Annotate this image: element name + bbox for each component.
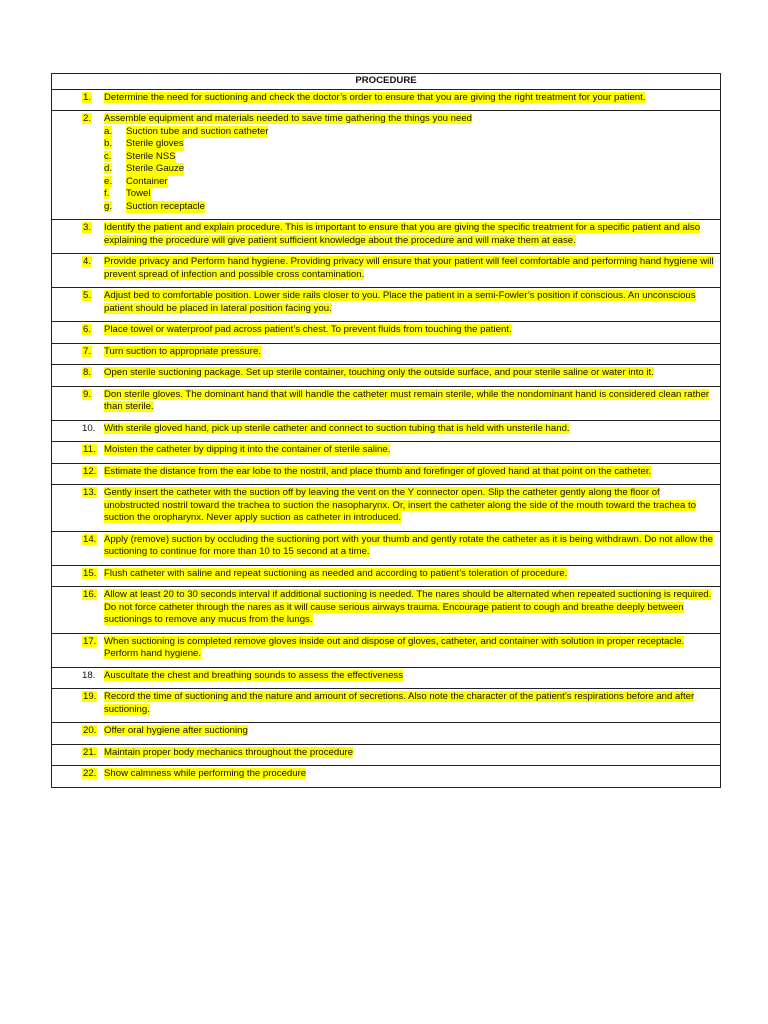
step-text-block bbox=[104, 747, 714, 760]
table-row bbox=[52, 766, 721, 788]
step-text-block bbox=[104, 423, 714, 436]
step-number bbox=[58, 725, 104, 738]
step-number bbox=[58, 222, 104, 247]
table-row bbox=[52, 442, 721, 464]
step-text: Moisten the catheter by dipping it into the container of sterile saline. bbox=[104, 444, 391, 455]
list-item-text: Sterile NSS bbox=[126, 150, 176, 162]
step-text: Don sterile gloves. The dominant hand that will handle the catheter must remain sterile, while the nondominant hand is considered clean rather than sterile. bbox=[104, 388, 710, 412]
step-text: Auscultate the chest and breathing sounds to assess the effectiveness bbox=[104, 669, 404, 681]
list-letter-text: a. bbox=[104, 125, 113, 137]
list-letter-text: e. bbox=[104, 175, 113, 187]
list-letter bbox=[104, 126, 126, 139]
table-row bbox=[52, 689, 721, 723]
step-number-text: 1. bbox=[83, 91, 92, 103]
step-cell bbox=[52, 485, 721, 532]
procedure-step bbox=[58, 346, 714, 359]
procedure-step bbox=[58, 389, 714, 414]
step-number bbox=[58, 670, 104, 683]
table-row bbox=[52, 485, 721, 532]
list-letter bbox=[104, 151, 126, 164]
step-cell bbox=[52, 463, 721, 485]
step-cell bbox=[52, 343, 721, 365]
table-row bbox=[52, 420, 721, 442]
step-cell bbox=[52, 565, 721, 587]
list-letter bbox=[104, 201, 126, 214]
list-item bbox=[104, 151, 714, 164]
step-number-text: 13. bbox=[83, 487, 97, 498]
step-number-text: 20. bbox=[83, 725, 97, 736]
step-number bbox=[58, 423, 104, 436]
list-letter bbox=[104, 188, 126, 201]
procedure-step bbox=[58, 725, 714, 738]
procedure-step bbox=[58, 324, 714, 337]
list-item bbox=[104, 126, 714, 139]
step-text: Determine the need for suctioning and check the doctor’s order to ensure that you are giving the right treatment for your patient. bbox=[104, 91, 646, 103]
step-text: Estimate the distance from the ear lobe to the nostril, and place thumb and forefinger of gloved hand at that point on the catheter. bbox=[104, 465, 652, 477]
table-header: PROCEDURE bbox=[52, 74, 721, 90]
step-text-block bbox=[104, 92, 714, 105]
procedure-step bbox=[58, 290, 714, 315]
list-item bbox=[104, 138, 714, 151]
step-cell bbox=[52, 386, 721, 420]
procedure-step bbox=[58, 747, 714, 760]
procedure-rows bbox=[52, 89, 721, 787]
table-row bbox=[52, 343, 721, 365]
procedure-step bbox=[58, 444, 714, 457]
step-text-block bbox=[104, 389, 714, 414]
step-number bbox=[58, 444, 104, 457]
step-cell bbox=[52, 689, 721, 723]
step-text-block bbox=[104, 346, 714, 359]
step-text-block bbox=[104, 534, 714, 559]
procedure-step bbox=[58, 691, 714, 716]
step-text-block bbox=[104, 487, 714, 525]
step-number bbox=[58, 636, 104, 661]
step-cell bbox=[52, 420, 721, 442]
step-number-text: 18. bbox=[82, 669, 96, 681]
step-text: When suctioning is completed remove gloves inside out and dispose of gloves, catheter, and container with solution in proper receptacle. Perform hand hygiene. bbox=[104, 635, 685, 659]
step-number bbox=[58, 768, 104, 781]
step-number bbox=[58, 346, 104, 359]
list-item-text: Sterile Gauze bbox=[126, 163, 185, 174]
step-number bbox=[58, 747, 104, 760]
equipment-list bbox=[104, 126, 714, 214]
step-text: Open sterile suctioning package. Set up sterile container, touching only the outside surface, and pour sterile saline or water into it. bbox=[104, 367, 654, 378]
step-number bbox=[58, 389, 104, 414]
list-item bbox=[104, 201, 714, 214]
list-letter bbox=[104, 138, 126, 151]
step-text: Place towel or waterproof pad across patient’s chest. To prevent fluids from touching the patient. bbox=[104, 324, 512, 335]
step-text-block bbox=[104, 589, 714, 627]
procedure-step bbox=[58, 636, 714, 661]
step-text-block bbox=[104, 768, 714, 781]
step-number-text: 3. bbox=[83, 222, 92, 233]
step-number-text: 21. bbox=[83, 746, 97, 758]
step-number bbox=[58, 367, 104, 380]
procedure-step bbox=[58, 487, 714, 525]
procedure-step bbox=[58, 222, 714, 247]
step-text-block bbox=[104, 113, 714, 213]
step-text: With sterile gloved hand, pick up sterile catheter and connect to suction tubing that is held with unsterile hand. bbox=[104, 422, 570, 434]
step-text: Record the time of suctioning and the nature and amount of secretions. Also note the character of the patient’s respirations before and after suctioning. bbox=[104, 691, 695, 715]
list-item bbox=[104, 188, 714, 201]
step-cell bbox=[52, 723, 721, 745]
step-number-text: 14. bbox=[83, 533, 97, 545]
step-number bbox=[58, 466, 104, 479]
step-text-block bbox=[104, 691, 714, 716]
step-text-block bbox=[104, 444, 714, 457]
procedure-step bbox=[58, 466, 714, 479]
step-text-block bbox=[104, 222, 714, 247]
table-row bbox=[52, 723, 721, 745]
table-row bbox=[52, 322, 721, 344]
table-row bbox=[52, 531, 721, 565]
table-row bbox=[52, 386, 721, 420]
step-cell bbox=[52, 633, 721, 667]
step-number-text: 17. bbox=[83, 635, 97, 647]
step-number-text: 11. bbox=[83, 444, 96, 455]
step-number bbox=[58, 568, 104, 581]
step-number-text: 9. bbox=[83, 388, 92, 400]
step-number-text: 15. bbox=[83, 567, 97, 579]
step-text: Provide privacy and Perform hand hygiene. Providing privacy will ensure that your patient will feel comfortable and performing hand hygiene will prevent spread of infection and possible cross contamination. bbox=[104, 256, 714, 280]
procedure-step bbox=[58, 568, 714, 581]
step-cell bbox=[52, 667, 721, 689]
step-text: Assemble equipment and materials needed to save time gathering the things you need bbox=[104, 113, 472, 124]
procedure-step bbox=[58, 113, 714, 213]
table-row bbox=[52, 565, 721, 587]
list-letter-text: d. bbox=[104, 163, 113, 174]
list-item-text: Sterile gloves bbox=[126, 138, 184, 149]
table-row bbox=[52, 667, 721, 689]
step-cell bbox=[52, 254, 721, 288]
table-row bbox=[52, 254, 721, 288]
table-row bbox=[52, 633, 721, 667]
procedure-step bbox=[58, 92, 714, 105]
step-number-text: 16. bbox=[83, 589, 97, 600]
step-cell bbox=[52, 442, 721, 464]
list-item bbox=[104, 163, 714, 176]
step-cell bbox=[52, 89, 721, 111]
procedure-step bbox=[58, 423, 714, 436]
list-letter bbox=[104, 163, 126, 176]
list-letter-text: c. bbox=[104, 150, 112, 162]
step-number-text: 7. bbox=[83, 345, 92, 357]
list-item-text: Container bbox=[126, 175, 168, 187]
step-number bbox=[58, 256, 104, 281]
step-number bbox=[58, 290, 104, 315]
step-text-block bbox=[104, 290, 714, 315]
step-text: Maintain proper body mechanics throughout the procedure bbox=[104, 746, 354, 758]
step-cell bbox=[52, 587, 721, 634]
table-row bbox=[52, 744, 721, 766]
table-row bbox=[52, 89, 721, 111]
table-row bbox=[52, 288, 721, 322]
step-text-block bbox=[104, 256, 714, 281]
table-row bbox=[52, 111, 721, 220]
procedure-step bbox=[58, 589, 714, 627]
step-text-block bbox=[104, 725, 714, 738]
step-cell bbox=[52, 288, 721, 322]
step-cell bbox=[52, 766, 721, 788]
step-text: Identify the patient and explain procedure. This is important to ensure that you are giving the specific treatment for a specific patient and also explaining the procedure will give patient sufficient knowledge about the procedure and will make them at ease. bbox=[104, 222, 701, 246]
step-text: Adjust bed to comfortable position. Lower side rails closer to you. Place the patient in a semi-Fowler’s position if conscious. An unconscious patient should be placed in lateral position facing you. bbox=[104, 290, 696, 314]
step-cell bbox=[52, 322, 721, 344]
step-number-text: 8. bbox=[83, 367, 92, 378]
step-number bbox=[58, 487, 104, 525]
step-number bbox=[58, 92, 104, 105]
step-text-block bbox=[104, 466, 714, 479]
step-number-text: 6. bbox=[83, 324, 92, 335]
step-text-block bbox=[104, 670, 714, 683]
list-item-text: Suction tube and suction catheter bbox=[126, 125, 269, 137]
procedure-step bbox=[58, 534, 714, 559]
list-item-text: Towel bbox=[126, 188, 151, 199]
step-text: Turn suction to appropriate pressure. bbox=[104, 345, 261, 357]
list-letter-text: f. bbox=[104, 188, 110, 199]
step-number bbox=[58, 589, 104, 627]
table-row bbox=[52, 220, 721, 254]
step-number-text: 19. bbox=[83, 691, 97, 702]
step-number bbox=[58, 324, 104, 337]
step-text: Gently insert the catheter with the suction off by leaving the vent on the Y connector open. Slip the catheter gently along the floor of unobstructed nostril toward the trachea to suction the nasopharynx. Or, insert the catheter along the side of the mouth toward the trachea to suction the oropharynx. Never apply suction as catheter in introduced. bbox=[104, 487, 696, 523]
step-number bbox=[58, 691, 104, 716]
list-item-text: Suction receptacle bbox=[126, 200, 205, 212]
step-number-text: 5. bbox=[83, 290, 92, 301]
step-number-text: 4. bbox=[83, 256, 92, 267]
list-letter-text: b. bbox=[104, 138, 113, 149]
list-letter bbox=[104, 176, 126, 189]
step-text-block bbox=[104, 568, 714, 581]
step-cell bbox=[52, 531, 721, 565]
step-number-text: 2. bbox=[83, 113, 92, 124]
step-cell bbox=[52, 365, 721, 387]
procedure-step bbox=[58, 367, 714, 380]
table-row bbox=[52, 587, 721, 634]
step-number bbox=[58, 534, 104, 559]
step-text-block bbox=[104, 636, 714, 661]
step-number-text: 10. bbox=[82, 422, 96, 434]
procedure-step bbox=[58, 670, 714, 683]
step-text-block bbox=[104, 324, 714, 337]
list-item bbox=[104, 176, 714, 189]
table-row bbox=[52, 365, 721, 387]
table-row bbox=[52, 463, 721, 485]
procedure-step bbox=[58, 768, 714, 781]
step-text: Allow at least 20 to 30 seconds interval if additional suctioning is needed. The nares should be alternated when repeated suctioning is required. Do not force catheter through the nares as it will cause serious airways trauma. Encourage patient to cough and breathe deeply between suctionings to remove any mucus from the lungs. bbox=[104, 589, 712, 625]
step-text: Offer oral hygiene after suctioning bbox=[104, 725, 248, 736]
step-cell bbox=[52, 220, 721, 254]
step-cell bbox=[52, 111, 721, 220]
step-text: Apply (remove) suction by occluding the suctioning port with your thumb and gently rotate the catheter as it is being withdrawn. Do not allow the suctioning to continue for more than 10 to 15 second at a time. bbox=[104, 533, 713, 557]
step-text: Flush catheter with saline and repeat suctioning as needed and according to patient’s toleration of procedure. bbox=[104, 567, 568, 579]
step-number-text: 12. bbox=[83, 465, 97, 477]
step-text: Show calmness while performing the procedure bbox=[104, 768, 307, 779]
step-number-text: 22. bbox=[83, 768, 97, 779]
step-text-block bbox=[104, 367, 714, 380]
procedure-step bbox=[58, 256, 714, 281]
list-letter-text: g. bbox=[104, 200, 113, 212]
step-cell bbox=[52, 744, 721, 766]
procedure-table bbox=[51, 73, 721, 788]
step-number bbox=[58, 113, 104, 213]
